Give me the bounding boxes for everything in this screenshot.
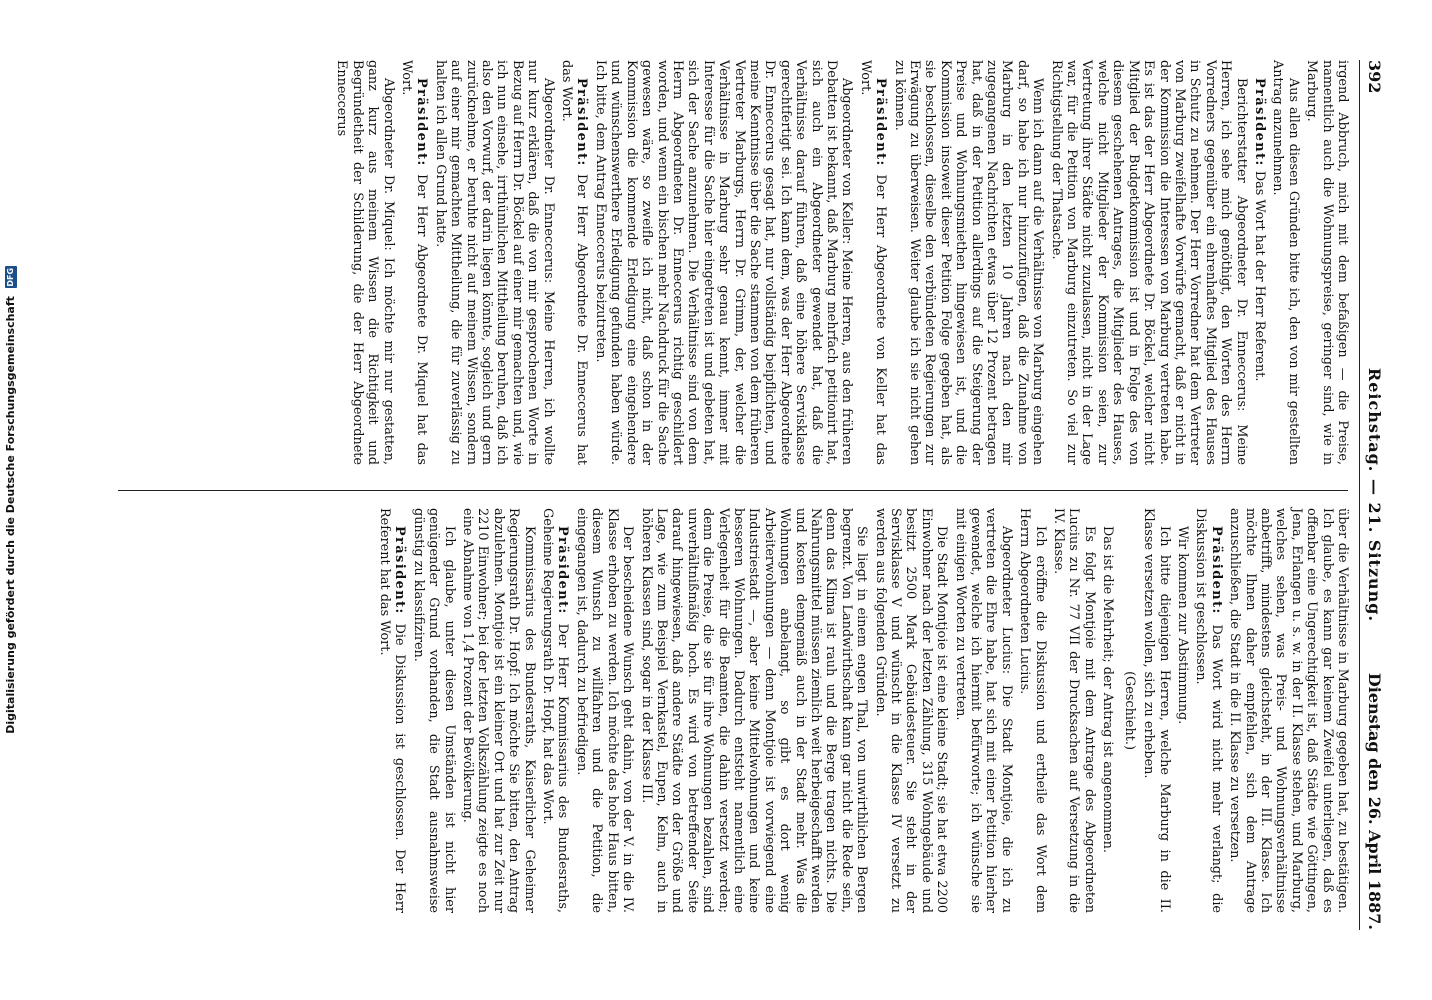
- body-paragraph: über die Verhältnisse in Marburg gegeben hat, zu bestätigen. Ich glaube, es kann gar keinem Zweifel unterliegen, daß es offenbar eine Ungerechtigkeit ist, daß Städte wie Göttingen, Jena, Erlangen u. s. w. in der II. Klasse stehen, und Marburg, welches sehen, was Preis- und Wohnungsverhältnisse anbetrifft, mindestens gleichsteht, in der III. Klasse. Ich möchte Ihnen daher empfehlen, sich dem Antrage anzuschließen, die Stadt in die II. Klasse zu versetzen.: [1227, 508, 1350, 913]
- column-divider: [118, 490, 1348, 491]
- body-paragraph: Es folgt Montjoie mit dem Antrage des Abgeordneten Lucius zu Nr. 77 VII der Drucksachen auf Versetzung in die IV. Klasse.: [1051, 508, 1097, 913]
- body-paragraph: Wenn ich dann auf die Verhältnisse von Marburg eingehen darf, so habe ich nur hinzuzufügen, daß die Zunahme von Marburg in den letzten 10 Jahren nach den mir zugegangenen Nachrichten etwas über 12 Prozent betragen hat, daß in der Petition allerdings auf die Steigerung der Preise und Wohnungsmiethen hingewiesen ist, und die Kommission insoweit dieser Petition Folge gegeben hat, als sie beschlossen, dieselbe den verbündeten Regierungen zur Erwägung zu überweisen. Weiter glaube ich sie nicht gehen zu können.: [891, 60, 1046, 465]
- speaker-name: Präsident:: [414, 78, 430, 167]
- page-header: [1359, 60, 1386, 930]
- body-paragraph: Abgeordneter von Keller: Meine Herren, aus den früheren Debatten ist bekannt, daß Marburg mehrfach petitionirt hat, sich auch ein Abgeordneter gewendet hat, daß die Verhältnisse darauf führen, daß eine höhere Servisklasse gerechtfertigt sei. Ich kann dem, was der Herr Abgeordnete Dr. Enneccerus gesagt hat, nur vollständig beipflichten, und meine Kenntnisse über die Sache stammen von dem früheren Vertreter Marburgs, Herrn Dr. Grimm, der, welcher die Verhältnisse in Marburg sehr genau kennt, immer mit Interesse für die Sache hier eingetreten ist und gebeten hat, sich der Sache anzunehmen. Die Verhältnisse sind von dem Herrn Abgeordneten Dr. Enneccerus richtig geschildert worden, und wenn ein bischen mehr Nachdruck für die Sache gewesen wäre, so zweifle ich nicht, daß schon in der Kommission die kommende Erledigung eine eingehendere und wünschenswerthere Erledigung gefunden haben würde. Ich bitte, dem Antrag Enneccerus beizutreten.: [592, 60, 855, 465]
- speech-text: Der Herr Abgeordnete von Keller hat das Wort.: [857, 60, 889, 465]
- speech-text: Der Herr Abgeordnete Dr. Enneccerus hat das Wort.: [559, 60, 590, 465]
- speech-text: Das Wort wird nicht mehr verlangt; die Diskussion ist geschlossen.: [1193, 508, 1224, 913]
- speaker-paragraph: [857, 60, 888, 465]
- running-title: Reichstag. — 21. Sitzung.: [1365, 367, 1384, 623]
- body-paragraph: Abgeordneter Lucius: Die Stadt Montjoie, die ich zu vertreten die Ehre habe, hat sich mit einer Petition hierher gewendet, welche ich hiermit befürworte; ich wünsche sie mit einigen Worten zu vertreten.: [952, 508, 1014, 913]
- body-paragraph: Ich eröffne die Diskussion und ertheile das Wort dem Herrn Abgeordneten Lucius.: [1017, 508, 1048, 913]
- body-paragraph: Kommissarius des Bundesraths, Kaiserlicher Geheimer Regierungsrath Dr. Hopf: Ich möchte Sie bitten, den Antrag abzulehnen. Montjoie ist ein kleiner Ort und hat zur Zeit nur 2210 Einwohner; bei der letzten Volkszählung zeigte es noch eine Abnahme von 1,4 Prozent der Bevölkerung.: [460, 508, 537, 913]
- left-column: [331, 60, 1350, 465]
- right-column: [374, 508, 1350, 913]
- page-number: 392: [1365, 60, 1384, 94]
- footer-text: Digitalisierung gefördert durch die Deutsche Forschungsgemeinschaft: [4, 296, 17, 734]
- dfg-logo-icon: DFG: [6, 267, 15, 287]
- body-paragraph: Aus allen diesen Gründen bitte ich, den von mir gestellten Antrag anzunehmen.: [1270, 60, 1301, 465]
- session-date: Dienstag den 26. April 1887.: [1365, 672, 1384, 930]
- speaker-name: Präsident:: [1251, 78, 1267, 167]
- speaker-name: Präsident:: [574, 78, 590, 167]
- speaker-paragraph: [1193, 508, 1224, 913]
- body-paragraph: Sie liegt in einem engen Thal, von unwirthlichen Bergen begrenzt. Von Landwirthschaft kann gar nicht die Rede sein, denn das Klima ist rauh und die Berge tragen nichts. Die Nahrungsmittel müssen ziemlich weit herbeigeschafft werden und kosten demgemäß auch in der Stadt mehr. Was die Wohnungen anbelangt, so gibt es dort wenig Arbeiterwohnungen — denn Montjoie ist vorwiegend eine Industriestadt —, aber keine Mittelwohnungen und keine besseren Wohnungen. Dadurch entsteht namentlich eine Verlegenheit für die Beamten, die dahin versetzt werden; denn die Preise, die sie für ihre Wohnungen bezahlen, sind unverhältnißmäßig hoch. Es wird von betreffender Seite darauf hingewiesen, daß andere Städte von der Größe und Lage, wie zum Beispiel Vernkastel, Eupen, Kelm, auch in höheren Klassen sind, sogar in der Klasse III.: [638, 508, 870, 913]
- speaker-name: Präsident:: [1208, 526, 1224, 615]
- speaker-paragraph: [377, 508, 408, 913]
- body-paragraph: Der bescheidene Wunsch geht dahin, von der V. in die IV. Klasse erhoben zu werden. Ich möchte das hohe Haus bitten, diesem Wunsch zu willfahren und die Petition, die eingegangen ist, dadurch zu befriedigen.: [573, 508, 636, 913]
- speaker-name: Präsident:: [392, 526, 408, 615]
- speech-text: Der Herr Kommissarius des Bundesraths, Geheime Regierungsrath Dr. Hopf, hat das Wort.: [540, 508, 571, 913]
- speaker-name: Präsident:: [555, 526, 571, 615]
- speech-text: Der Herr Abgeordnete Dr. Miquel hat das Wort.: [399, 60, 430, 465]
- speech-text: Die Diskussion ist geschlossen. Der Herr Referent hat das Wort.: [377, 508, 408, 913]
- body-paragraph: irgend Abbruch, mich mit dem befaßigen — die Preise, namentlich auch die Wohnungspreise, geringer sind, wie in Marburg.: [1304, 60, 1350, 465]
- speaker-paragraph: [540, 508, 571, 913]
- speaker-paragraph: [559, 60, 590, 465]
- body-paragraph: Das ist die Mehrheit; der Antrag ist angenommen.: [1100, 526, 1116, 853]
- body-paragraph: Ich bitte diejenigen Herren, welche Marburg in die II. Klasse versetzen wollen, sich zu erheben.: [1141, 508, 1172, 913]
- speaker-name: Präsident:: [873, 78, 889, 167]
- body-paragraph: Die Stadt Montjoie ist eine kleine Stadt; sie hat etwa 2200 Einwohner nach der letzten Zählung, 315 Wohngebäude und besitzt 2500 Mark Gebäudesteuer. Sie steht in der Servisklasse V und wünscht in die Klasse IV versetzt zu werden aus folgenden Gründen.: [872, 508, 950, 913]
- stage-direction: (Geschieht.): [1121, 671, 1137, 750]
- speaker-paragraph: [1252, 60, 1267, 465]
- footer-rotator: [0, 0, 22, 1000]
- footer-strip: [0, 0, 22, 1000]
- body-paragraph: Abgeordneter Dr. Miquel: Ich möchte mir nur gestatten, ganz kurz aus meinem Wissen die Richtigkeit und Begründetheit der Schilderung, die der Herr Abgeordnete Enneccerus: [334, 60, 396, 465]
- body-paragraph: Abgeordneter Dr. Enneccerus: Meine Herren, ich wollte nur kurz erklären, daß die von mir gesprochenen Worte in Bezug auf Herrn Dr. Böckel auf einer mir gemachten und, wie ich nun einsehe, irrthümlichen Mittheilung beruhen, daß ich also den Vorwurf, der darin liegen könnte, sogleich und gern zurücknehme, er beruhte nicht auf meinem Wissen, sondern auf einer mir gemachten Mittheilung, die für zuverlässig zu halten ich allen Grund hatte.: [432, 60, 556, 465]
- speech-text: Das Wort hat der Herr Referent.: [1251, 170, 1267, 382]
- body-paragraph: Berichterstatter Abgeordneter Dr. Enneccerus: Meine Herren, ich sehe mich genöthigt, den Worten des Herrn Vorredners gegenüber ein ehrenhaftes Mitglied des Hauses in Schutz zu nehmen. Der Herr Vorredner hat dem Vertreter von Marburg zweifelhafte Vorwürfe gemacht, daß er nicht in der Kommission die Interessen von Marburg vertreten habe. Es ist das der Herr Abgeordnete Dr. Böckel, welcher nicht Mitglied der Budgetkommission ist und in Folge des von diesem geschehenen Antrages, die Mitglieder des Hauses, welche nicht Mitglieder der Kommission seien, zur Vertretung ihrer Städte nicht zuzulassen, nicht in der Lage war, für die Petition von Marburg einzutreten. So viel zur Richtigstellung der Thatsache.: [1048, 60, 1249, 465]
- body-paragraph: Wir kommen zur Abstimmung.: [1174, 526, 1190, 725]
- speaker-paragraph: [399, 60, 430, 465]
- body-paragraph: Ich glaube, unter diesen Umständen ist nicht hier genügender Grund vorhanden, die Stadt ausnahmsweise günstig zu klassifiziren.: [410, 508, 457, 913]
